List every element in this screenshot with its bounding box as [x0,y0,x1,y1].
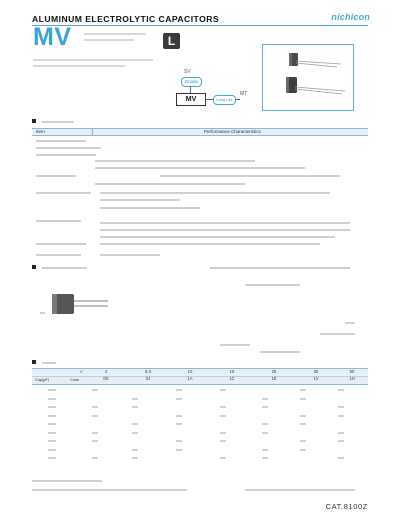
spec-row-line [100,243,320,245]
table-cell-line [176,440,182,442]
code-label: Code [70,378,80,382]
table-cell-line [262,423,268,425]
voltage-label: V [80,370,83,374]
table-cell-line [300,398,306,400]
code-cell: 0J [145,376,151,381]
code-cell: 1A [187,376,193,381]
spec-row-line [95,160,255,162]
table-cell-line [48,423,56,425]
spec-row-line [36,243,86,245]
spec-row-line [36,147,101,149]
voltage-cell: 35 [313,369,319,374]
dimension-mark [40,312,45,314]
spec-row-line [36,175,76,177]
diagram-arrow [235,99,240,100]
table-cell-line [300,389,306,391]
dimension-drawing-icon [50,290,110,322]
series-subtitle-line [84,33,146,35]
feature-line [33,59,153,61]
spec-row-line [100,192,330,194]
diagram-smaller-tag: Smaller [181,77,202,87]
table-cell-line [48,449,56,451]
feature-line [33,65,125,67]
table-cell-line [176,423,182,425]
spec-row-line [160,175,340,177]
table-cell-line [176,415,182,417]
code-cell: 1C [229,376,235,381]
series-subtitle-line [84,39,134,41]
table-cell-line [132,457,138,459]
table-cell-line [48,432,56,434]
dimension-note-line [220,344,250,346]
table-cell-line [262,432,268,434]
section-heading-line [42,362,56,364]
table-cell-line [338,415,344,417]
diagram-right-series: MT [240,91,248,97]
table-cell-line [176,389,182,391]
spec-row-line [100,222,350,224]
spec-col-characteristics: Performance Characteristics [204,129,261,134]
capacitor-photo-icon [263,45,353,110]
dimension-note-line [260,351,300,353]
spec-row-line [36,220,81,222]
table-cell-line [262,406,268,408]
rating-table-header [32,368,368,385]
diagram-arrow [205,99,213,100]
diagram-arrow [190,86,191,93]
spec-row-line [36,254,81,256]
catalog-number: CAT.8100Z [325,502,368,511]
section-heading-specifications [32,119,38,125]
voltage-cell: 4 [104,369,108,374]
table-cell-line [132,432,138,434]
spec-row-line [36,140,86,142]
dimension-note-line [320,333,355,335]
series-name: MV [33,23,72,51]
table-cell-line [338,457,344,459]
table-cell-line [220,457,226,459]
section-heading-line [42,121,74,123]
spec-row-line [36,192,91,194]
voltage-cell: 10 [187,369,193,374]
section-heading-line [42,267,87,269]
spec-row-line [100,254,160,256]
voltage-cell: 50 [349,369,355,374]
code-cell: 1V [313,376,319,381]
footnote-line [32,480,102,482]
page-header-title: ALUMINUM ELECTROLYTIC CAPACITORS [32,14,220,24]
code-cell: 1H [349,376,355,381]
section-bullet-icon [32,119,36,123]
capacitance-label: Cap(μF) [35,378,50,382]
table-cell-line [132,406,138,408]
spec-row-line [95,167,305,169]
header-rule [32,25,368,26]
table-cell-line [300,423,306,425]
table-cell-line [300,415,306,417]
table-cell-line [92,440,98,442]
table-cell-line [48,398,56,400]
table-cell-line [132,398,138,400]
section-bullet-icon [32,360,36,364]
section-heading-dimensions [32,265,38,271]
spec-col-divider [92,129,93,135]
spec-row-line [36,154,96,156]
table-cell-line [92,415,98,417]
table-cell-line [176,449,182,451]
dimension-note-line [210,267,350,269]
table-cell-line [338,389,344,391]
code-cell: 0G [103,376,109,381]
brand-logo: nichicon [331,12,370,22]
table-cell-line [220,415,226,417]
table-cell-line [48,457,56,459]
footnote-line [32,489,187,491]
spec-row-line [100,236,335,238]
spec-row-line [95,183,245,185]
voltage-cell: 25 [271,369,277,374]
diagram-top-series: SV [184,69,191,75]
product-photo [262,44,354,111]
table-cell-line [92,389,98,391]
table-cell-line [92,406,98,408]
footnote-line [245,489,355,491]
voltage-cell: 6.3 [145,369,151,374]
spec-col-item: Item [36,129,45,134]
table-cell-line [92,432,98,434]
code-cell: 1E [271,376,277,381]
table-cell-line [300,440,306,442]
spec-row-line [100,199,180,201]
table-cell-line [48,406,56,408]
table-cell-line [220,432,226,434]
voltage-cell: 16 [229,369,235,374]
table-cell-line [262,449,268,451]
table-cell-line [132,423,138,425]
table-cell-line [300,449,306,451]
table-cell-line [262,457,268,459]
table-cell-line [48,389,56,391]
table-cell-line [220,389,226,391]
spec-table-header [32,128,368,136]
table-cell-line [48,440,56,442]
table-cell-line [176,398,182,400]
table-cell-line [92,457,98,459]
table-cell-line [338,440,344,442]
diagram-longlife-tag: Long Life [213,95,236,105]
table-cell-line [220,440,226,442]
table-cell-line [48,415,56,417]
table-cell-line [338,432,344,434]
table-cell-line [262,398,268,400]
section-heading-dimensions-table [32,360,38,366]
dimension-note-line [345,322,355,324]
dimension-note-line [245,284,300,286]
longlife-badge-icon: L [163,33,180,49]
table-cell-line [220,406,226,408]
diagram-current-series: MV [176,93,206,106]
spec-row-line [100,229,350,231]
spec-row-line [100,207,200,209]
table-cell-line [338,406,344,408]
table-cell-line [132,449,138,451]
section-bullet-icon [32,265,36,269]
